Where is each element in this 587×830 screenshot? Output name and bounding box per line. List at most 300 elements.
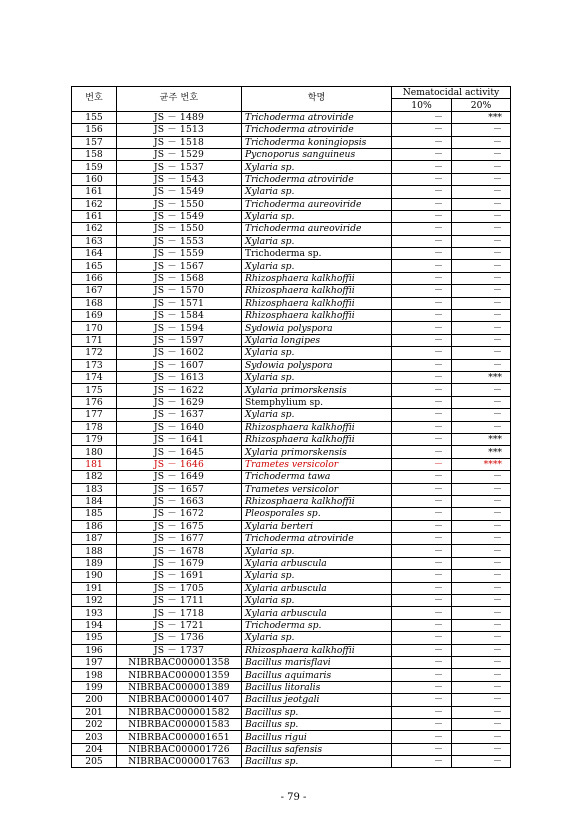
table-header-row (72, 87, 511, 99)
row-scientific-name: Bacillus sp. (242, 718, 392, 730)
row-activity-10: － (392, 731, 452, 743)
row-activity-10: － (392, 198, 452, 210)
row-strain-number: JS － 1584 (117, 310, 242, 322)
row-activity-10: － (392, 421, 452, 433)
row-strain-number: JS － 1737 (117, 644, 242, 656)
row-scientific-name: Trametes versicolor (242, 458, 392, 470)
row-activity-20: － (452, 570, 511, 582)
row-scientific-name: Xylaria sp. (242, 595, 392, 607)
row-number: 170 (72, 322, 117, 334)
row-scientific-name: Rhizosphaera kalkhoffii (242, 495, 392, 507)
row-scientific-name: Sydowia polyspora (242, 359, 392, 371)
row-activity-10: － (392, 310, 452, 322)
row-scientific-name: Xylaria sp. (242, 347, 392, 359)
row-activity-20: － (452, 396, 511, 408)
row-activity-20: － (452, 198, 511, 210)
row-number: 183 (72, 483, 117, 495)
row-strain-number: JS － 1622 (117, 384, 242, 396)
row-scientific-name: Xylaria sp. (242, 260, 392, 272)
row-activity-10: － (392, 446, 452, 458)
header-nematocidal-activity: Nematocidal activity (392, 87, 511, 99)
row-activity-10: － (392, 334, 452, 346)
row-activity-10: － (392, 458, 452, 470)
table-row (72, 731, 511, 743)
row-scientific-name: Xylaria sp. (242, 371, 392, 383)
row-activity-20: － (452, 669, 511, 681)
row-number: 178 (72, 421, 117, 433)
row-strain-number: JS － 1678 (117, 545, 242, 557)
row-scientific-name: Xylaria sp. (242, 210, 392, 222)
row-scientific-name: Xylaria sp. (242, 570, 392, 582)
row-activity-10: － (392, 359, 452, 371)
row-number: 192 (72, 595, 117, 607)
row-activity-10: － (392, 260, 452, 272)
row-scientific-name: Xylaria sp. (242, 545, 392, 557)
row-activity-20: － (452, 557, 511, 569)
row-activity-20: － (452, 656, 511, 668)
table-row (72, 111, 511, 123)
table-row (72, 718, 511, 730)
row-number: 175 (72, 384, 117, 396)
row-activity-10: － (392, 520, 452, 532)
row-number: 174 (72, 371, 117, 383)
row-strain-number: JS － 1550 (117, 198, 242, 210)
table-row (72, 632, 511, 644)
row-activity-20: － (452, 520, 511, 532)
row-strain-number: JS － 1677 (117, 533, 242, 545)
row-strain-number: JS － 1607 (117, 359, 242, 371)
row-activity-20: － (452, 322, 511, 334)
row-scientific-name: Xylaria sp. (242, 161, 392, 173)
table-row (72, 495, 511, 507)
row-strain-number: JS － 1640 (117, 421, 242, 433)
row-activity-10: － (392, 656, 452, 668)
row-scientific-name: Xylaria sp. (242, 632, 392, 644)
table-row (72, 644, 511, 656)
row-activity-20: － (452, 409, 511, 421)
row-activity-20: － (452, 186, 511, 198)
table-row (72, 173, 511, 185)
row-scientific-name: Rhizosphaera kalkhoffii (242, 644, 392, 656)
table-row (72, 136, 511, 148)
row-number: 169 (72, 310, 117, 322)
table-row (72, 557, 511, 569)
row-scientific-name: Rhizosphaera kalkhoffii (242, 297, 392, 309)
row-strain-number: JS － 1675 (117, 520, 242, 532)
row-activity-10: － (392, 136, 452, 148)
table-row (72, 409, 511, 421)
table-row (72, 161, 511, 173)
table-row (72, 533, 511, 545)
row-scientific-name: Trichoderma aureoviride (242, 223, 392, 235)
row-scientific-name: Xylaria arbuscula (242, 607, 392, 619)
row-number: 162 (72, 223, 117, 235)
row-number: 195 (72, 632, 117, 644)
row-activity-10: － (392, 681, 452, 693)
table-row (72, 520, 511, 532)
row-activity-10: － (392, 285, 452, 297)
row-strain-number: JS － 1721 (117, 619, 242, 631)
table-row (72, 310, 511, 322)
row-activity-10: － (392, 718, 452, 730)
row-activity-10: － (392, 483, 452, 495)
row-number: 196 (72, 644, 117, 656)
row-scientific-name: Trichoderma atroviride (242, 124, 392, 136)
row-activity-10: － (392, 570, 452, 582)
row-activity-10: － (392, 210, 452, 222)
table-row (72, 619, 511, 631)
table-row (72, 210, 511, 222)
row-scientific-name: Xylaria sp. (242, 186, 392, 198)
row-activity-20: － (452, 545, 511, 557)
header-10-percent: 10% (392, 99, 452, 111)
row-activity-10: － (392, 173, 452, 185)
row-strain-number: JS － 1691 (117, 570, 242, 582)
row-scientific-name: Trichoderma atroviride (242, 173, 392, 185)
row-activity-10: － (392, 148, 452, 160)
row-scientific-name: Trichoderma sp. (242, 248, 392, 260)
table-body (72, 111, 511, 768)
row-number: 194 (72, 619, 117, 631)
row-activity-20: － (452, 731, 511, 743)
row-activity-20: － (452, 285, 511, 297)
row-scientific-name: Bacillus aquimaris (242, 669, 392, 681)
table-row (72, 347, 511, 359)
row-scientific-name: Xylaria berteri (242, 520, 392, 532)
row-activity-20: － (452, 384, 511, 396)
header-strain-number: 균주 번호 (117, 87, 242, 112)
row-strain-number: NIBRBAC000001583 (117, 718, 242, 730)
table-row (72, 483, 511, 495)
row-number: 162 (72, 198, 117, 210)
row-strain-number: JS － 1543 (117, 173, 242, 185)
row-activity-10: － (392, 111, 452, 123)
row-number: 182 (72, 471, 117, 483)
row-number: 176 (72, 396, 117, 408)
table-row (72, 148, 511, 160)
row-activity-20: *** (452, 371, 511, 383)
row-scientific-name: Xylaria arbuscula (242, 582, 392, 594)
row-number: 165 (72, 260, 117, 272)
row-activity-20: － (452, 743, 511, 755)
row-number: 200 (72, 694, 117, 706)
row-scientific-name: Trichoderma koningiopsis (242, 136, 392, 148)
row-strain-number: JS － 1672 (117, 508, 242, 520)
row-strain-number: JS － 1568 (117, 272, 242, 284)
row-scientific-name: Bacillus rigui (242, 731, 392, 743)
row-number: 187 (72, 533, 117, 545)
row-number: 166 (72, 272, 117, 284)
row-activity-20: **** (452, 458, 511, 470)
row-activity-20: － (452, 173, 511, 185)
row-activity-10: － (392, 706, 452, 718)
row-scientific-name: Stemphylium sp. (242, 396, 392, 408)
row-strain-number: JS － 1711 (117, 595, 242, 607)
row-activity-10: － (392, 632, 452, 644)
row-number: 167 (72, 285, 117, 297)
table-row (72, 607, 511, 619)
table-row (72, 235, 511, 247)
row-activity-20: － (452, 359, 511, 371)
row-scientific-name: Trichoderma atroviride (242, 533, 392, 545)
row-strain-number: JS － 1718 (117, 607, 242, 619)
row-activity-20: － (452, 334, 511, 346)
row-activity-10: － (392, 644, 452, 656)
row-scientific-name: Trichoderma aureoviride (242, 198, 392, 210)
table-row (72, 694, 511, 706)
row-activity-10: － (392, 533, 452, 545)
row-scientific-name: Sydowia polyspora (242, 322, 392, 334)
table-row (72, 371, 511, 383)
table-row (72, 471, 511, 483)
row-scientific-name: Rhizosphaera kalkhoffii (242, 310, 392, 322)
row-strain-number: JS － 1597 (117, 334, 242, 346)
row-scientific-name: Rhizosphaera kalkhoffii (242, 421, 392, 433)
table-row (72, 595, 511, 607)
row-number: 164 (72, 248, 117, 260)
row-strain-number: JS － 1602 (117, 347, 242, 359)
table-row (72, 396, 511, 408)
table-row (72, 384, 511, 396)
row-strain-number: JS － 1559 (117, 248, 242, 260)
row-activity-10: － (392, 161, 452, 173)
row-activity-20: － (452, 694, 511, 706)
row-activity-10: － (392, 297, 452, 309)
row-strain-number: JS － 1549 (117, 186, 242, 198)
row-activity-20: － (452, 508, 511, 520)
table-row (72, 681, 511, 693)
table-row (72, 756, 511, 768)
row-activity-10: － (392, 743, 452, 755)
row-activity-20: － (452, 582, 511, 594)
row-activity-20: － (452, 210, 511, 222)
row-activity-20: － (452, 607, 511, 619)
row-number: 179 (72, 433, 117, 445)
row-strain-number: NIBRBAC000001359 (117, 669, 242, 681)
row-strain-number: NIBRBAC000001582 (117, 706, 242, 718)
row-number: 189 (72, 557, 117, 569)
row-scientific-name: Pleosporales sp. (242, 508, 392, 520)
table-row (72, 545, 511, 557)
row-scientific-name: Bacillus sp. (242, 756, 392, 768)
row-activity-10: － (392, 223, 452, 235)
row-scientific-name: Xylaria sp. (242, 409, 392, 421)
table-row (72, 743, 511, 755)
row-scientific-name: Xylaria sp. (242, 235, 392, 247)
table-row (72, 656, 511, 668)
row-strain-number: JS － 1594 (117, 322, 242, 334)
table-row (72, 272, 511, 284)
row-number: 155 (72, 111, 117, 123)
row-number: 188 (72, 545, 117, 557)
row-scientific-name: Xylaria primorskensis (242, 384, 392, 396)
row-activity-20: － (452, 347, 511, 359)
row-activity-20: *** (452, 433, 511, 445)
table-row (72, 334, 511, 346)
row-number: 157 (72, 136, 117, 148)
row-activity-20: － (452, 483, 511, 495)
row-strain-number: JS － 1550 (117, 223, 242, 235)
row-strain-number: JS － 1553 (117, 235, 242, 247)
row-activity-20: － (452, 595, 511, 607)
row-strain-number: JS － 1567 (117, 260, 242, 272)
row-activity-10: － (392, 669, 452, 681)
row-strain-number: JS － 1646 (117, 458, 242, 470)
row-number: 159 (72, 161, 117, 173)
table-row (72, 223, 511, 235)
row-number: 160 (72, 173, 117, 185)
row-scientific-name: Bacillus sp. (242, 706, 392, 718)
table-row (72, 124, 511, 136)
row-activity-20: － (452, 644, 511, 656)
row-number: 204 (72, 743, 117, 755)
row-activity-20: － (452, 310, 511, 322)
row-activity-20: － (452, 632, 511, 644)
row-activity-20: － (452, 495, 511, 507)
row-number: 199 (72, 681, 117, 693)
row-activity-10: － (392, 371, 452, 383)
table-row (72, 260, 511, 272)
row-number: 180 (72, 446, 117, 458)
row-activity-10: － (392, 508, 452, 520)
row-strain-number: JS － 1649 (117, 471, 242, 483)
row-activity-20: － (452, 272, 511, 284)
row-strain-number: JS － 1549 (117, 210, 242, 222)
row-number: 186 (72, 520, 117, 532)
table-row (72, 446, 511, 458)
table-row (72, 669, 511, 681)
row-activity-20: － (452, 681, 511, 693)
row-strain-number: JS － 1637 (117, 409, 242, 421)
row-activity-20: － (452, 619, 511, 631)
row-strain-number: JS － 1570 (117, 285, 242, 297)
row-number: 161 (72, 210, 117, 222)
row-scientific-name: Rhizosphaera kalkhoffii (242, 433, 392, 445)
row-activity-10: － (392, 694, 452, 706)
row-activity-10: － (392, 471, 452, 483)
row-strain-number: JS － 1518 (117, 136, 242, 148)
row-number: 168 (72, 297, 117, 309)
row-activity-10: － (392, 433, 452, 445)
row-number: 203 (72, 731, 117, 743)
row-strain-number: JS － 1645 (117, 446, 242, 458)
row-activity-10: － (392, 235, 452, 247)
row-activity-20: － (452, 297, 511, 309)
row-strain-number: NIBRBAC000001389 (117, 681, 242, 693)
row-activity-10: － (392, 557, 452, 569)
table-row (72, 285, 511, 297)
row-number: 190 (72, 570, 117, 582)
row-number: 171 (72, 334, 117, 346)
row-strain-number: JS － 1641 (117, 433, 242, 445)
row-activity-20: － (452, 223, 511, 235)
row-scientific-name: Trichoderma sp. (242, 619, 392, 631)
header-number: 번호 (72, 87, 117, 112)
row-activity-10: － (392, 756, 452, 768)
table-row (72, 508, 511, 520)
table-row (72, 359, 511, 371)
row-activity-10: － (392, 347, 452, 359)
row-activity-20: － (452, 706, 511, 718)
row-activity-20: － (452, 136, 511, 148)
table-row (72, 248, 511, 260)
row-activity-20: － (452, 421, 511, 433)
row-strain-number: NIBRBAC000001651 (117, 731, 242, 743)
row-number: 181 (72, 458, 117, 470)
row-number: 172 (72, 347, 117, 359)
row-scientific-name: Bacillus litoralis (242, 681, 392, 693)
row-activity-10: － (392, 619, 452, 631)
row-strain-number: JS － 1679 (117, 557, 242, 569)
row-scientific-name: Xylaria arbuscula (242, 557, 392, 569)
table-row (72, 297, 511, 309)
row-activity-20: － (452, 756, 511, 768)
row-activity-20: － (452, 260, 511, 272)
row-scientific-name: Trametes versicolor (242, 483, 392, 495)
row-number: 205 (72, 756, 117, 768)
table-row (72, 458, 511, 470)
row-strain-number: JS － 1663 (117, 495, 242, 507)
table-row (72, 186, 511, 198)
row-activity-10: － (392, 595, 452, 607)
row-scientific-name: Trichoderma tawa (242, 471, 392, 483)
row-activity-10: － (392, 582, 452, 594)
row-number: 163 (72, 235, 117, 247)
row-scientific-name: Xylaria longipes (242, 334, 392, 346)
row-scientific-name: Bacillus safensis (242, 743, 392, 755)
row-activity-20: － (452, 124, 511, 136)
row-strain-number: JS － 1513 (117, 124, 242, 136)
row-scientific-name: Bacillus jeotgali (242, 694, 392, 706)
row-activity-10: － (392, 409, 452, 421)
row-activity-10: － (392, 272, 452, 284)
row-strain-number: JS － 1629 (117, 396, 242, 408)
header-scientific-name: 학명 (242, 87, 392, 112)
row-activity-20: － (452, 471, 511, 483)
row-scientific-name: Pycnoporus sanguineus (242, 148, 392, 160)
header-20-percent: 20% (452, 99, 511, 111)
row-strain-number: JS － 1537 (117, 161, 242, 173)
row-number: 197 (72, 656, 117, 668)
row-strain-number: JS － 1571 (117, 297, 242, 309)
row-strain-number: JS － 1657 (117, 483, 242, 495)
table-row (72, 198, 511, 210)
row-activity-10: － (392, 396, 452, 408)
row-activity-10: － (392, 186, 452, 198)
row-strain-number: JS － 1736 (117, 632, 242, 644)
row-number: 173 (72, 359, 117, 371)
row-activity-10: － (392, 124, 452, 136)
row-activity-20: － (452, 161, 511, 173)
row-activity-10: － (392, 384, 452, 396)
row-activity-20: *** (452, 111, 511, 123)
row-number: 201 (72, 706, 117, 718)
row-activity-20: － (452, 148, 511, 160)
row-strain-number: NIBRBAC000001763 (117, 756, 242, 768)
row-number: 185 (72, 508, 117, 520)
row-strain-number: JS － 1705 (117, 582, 242, 594)
row-scientific-name: Rhizosphaera kalkhoffii (242, 285, 392, 297)
row-activity-20: － (452, 248, 511, 260)
nematocidal-activity-table (71, 86, 511, 768)
row-number: 193 (72, 607, 117, 619)
row-activity-10: － (392, 495, 452, 507)
row-number: 202 (72, 718, 117, 730)
row-activity-10: － (392, 545, 452, 557)
row-activity-20: － (452, 718, 511, 730)
row-activity-20: － (452, 533, 511, 545)
row-strain-number: NIBRBAC000001407 (117, 694, 242, 706)
